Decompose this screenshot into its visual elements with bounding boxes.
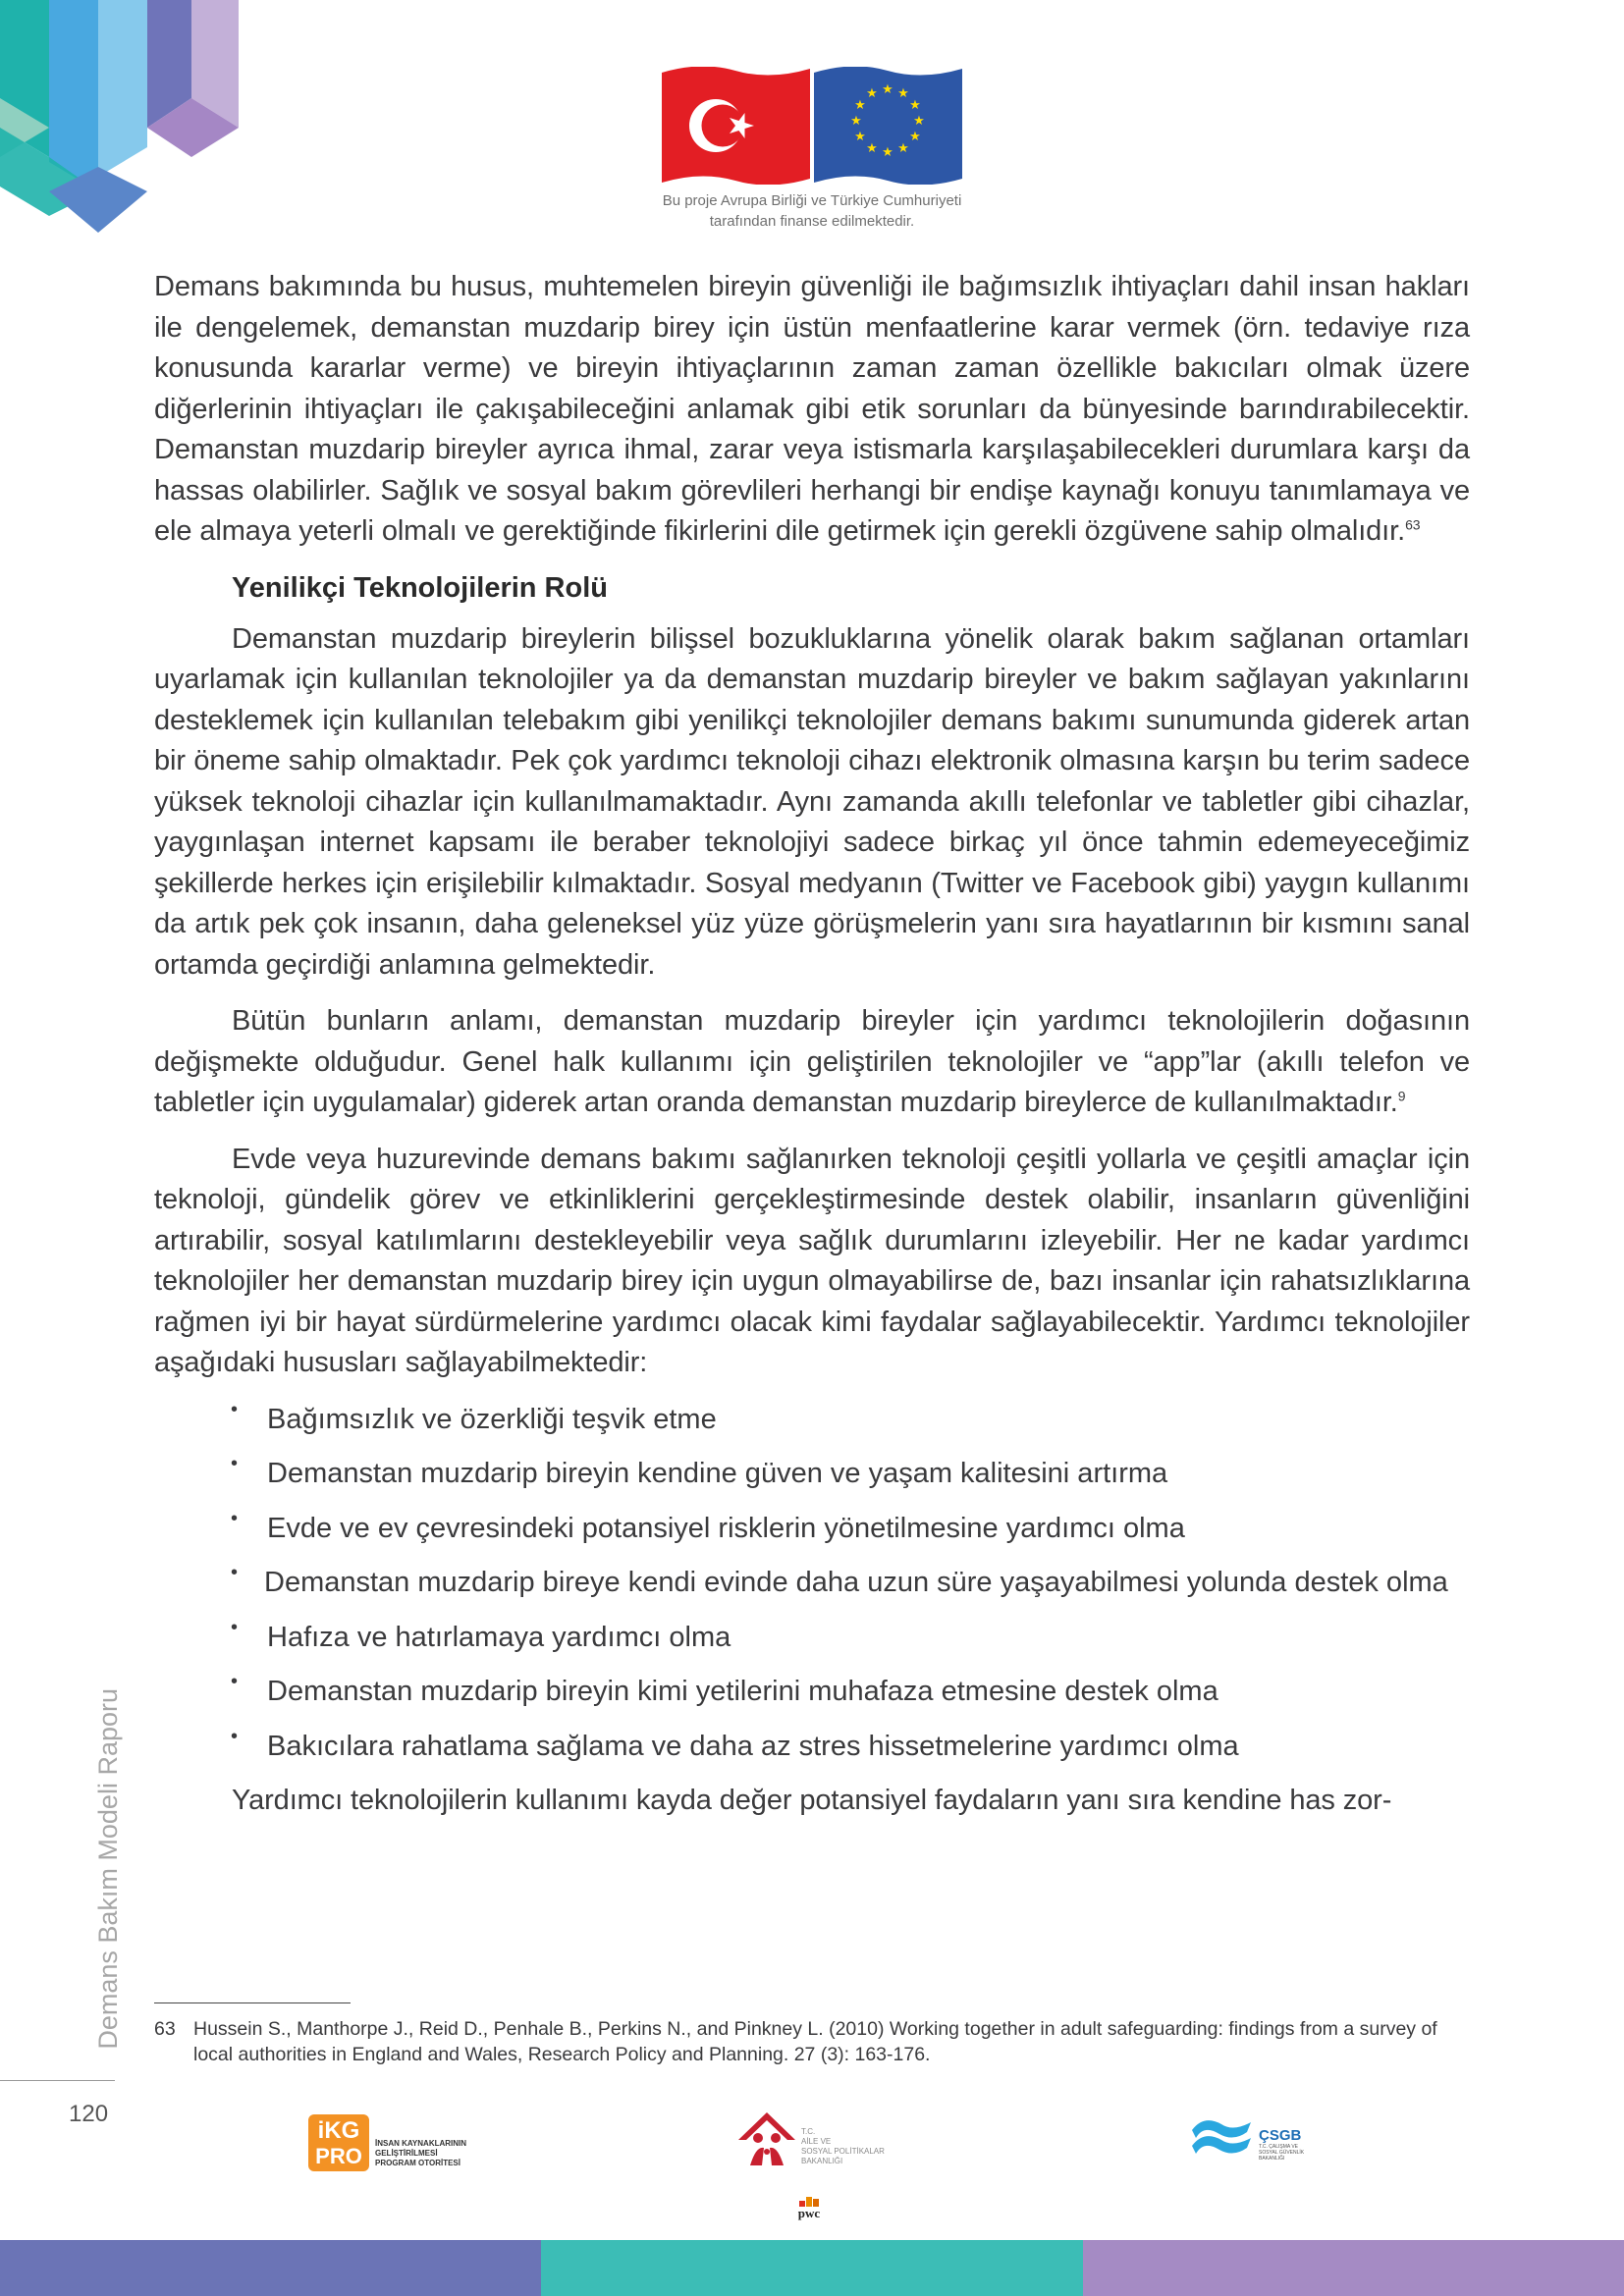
list-item-text: Bağımsızlık ve özerkliği teşvik etme (267, 1403, 717, 1435)
bullet-icon: • (231, 1453, 239, 1474)
section-heading: Yenilikçi Teknolojilerin Rolü (232, 571, 608, 604)
ikg-desc-line1: İNSAN KAYNAKLARININ (375, 2139, 467, 2148)
footer-bar-left (0, 2240, 541, 2296)
family-house-icon (736, 2110, 797, 2169)
aile-line3: BAKANLIĞI (801, 2157, 843, 2165)
paragraph-1 (154, 267, 1470, 553)
svg-text:★: ★ (909, 130, 921, 144)
list-item (154, 1563, 1470, 1604)
aile-bakanligi-text (801, 2127, 885, 2166)
bullet-icon: • (231, 1398, 239, 1420)
aile-line2: SOSYAL POLİTİKALAR (801, 2147, 885, 2156)
list-item-text: Evde ve ev çevresindeki potansiyel risklerin yönetilmesine yardımcı olma (267, 1512, 1185, 1544)
svg-text:★: ★ (897, 141, 909, 156)
main-content (154, 267, 1470, 1838)
footnote-ref-9[interactable]: 9 (1397, 1088, 1406, 1104)
page-number: 120 (69, 2101, 109, 2127)
footer-bar-middle (541, 2240, 1082, 2296)
list-item (154, 1509, 1470, 1550)
ikg-desc-line2: GELİŞTİRİLMESİ (375, 2149, 438, 2158)
paragraph-3-text: Bütün bunların anlamı, demanstan muzdarip bireyler için yardımcı teknolojilerin doğasının değişmekte olduğudur. Genel halk kullanımı için geliştirilen teknolojiler ve “app”lar (akıllı telefon ve tabletler için uygulamalar) giderek artan oranda demanstan muzdarip bireylerce de kullanılmaktadır. (154, 1005, 1470, 1118)
svg-text:★: ★ (913, 114, 925, 129)
footnote-number: 63 (154, 2018, 176, 2040)
paragraph-2: Demanstan muzdarip bireylerin bilişsel bozukluklarına yönelik olarak bakım sağlanan ortamları uyarlamak için kullanılan teknolojiler ya da demanstan muzdarip bireyler ve bakım sağlayan yakınlarını desteklemek için kullanılan telebakım gibi yenilikçi teknolojiler demans bakımı sunumunda giderek artan bir öneme sahip olmaktadır. Pek çok yardımcı teknoloji cihazı elektronik olmasına karşın bu terim sadece yüksek teknoloji cihazlar için kullanılmamaktadır. Aynı zamanda akıllı telefonlar ve tabletler gibi cihazlar, yaygınlaşan internet kapsamı ile beraber teknolojiyi sadece birkaç yıl önce tahmin edemeyeceğimiz şekillerde herkes için erişilebilir kılmaktadır. Sosyal medyanın (Twitter ve Facebook gibi) yaygın kullanımı da artık pek çok insanın, daha geleneksel yüz yüze görüşmelerin yanı sıra hayatlarının bir kısmını sanal ortamda geçirdiği anlamına gelmektedir. (154, 622, 1470, 981)
sidebar-divider (0, 2080, 115, 2081)
list-item (154, 1672, 1470, 1713)
bullet-icon: • (231, 1671, 239, 1692)
aile-line1: AİLE VE (801, 2137, 832, 2146)
footer-color-bar (0, 2240, 1624, 2296)
ikg-pro-logo (308, 2114, 466, 2171)
csgb-desc-line2: SOSYAL GÜVENLİK (1259, 2150, 1305, 2156)
report-title-vertical: Demans Bakım Modeli Raporu (93, 1688, 123, 2050)
csgb-text-block (1259, 2128, 1304, 2162)
footer-bar-right (1083, 2240, 1624, 2296)
csgb-wave-icon (1188, 2112, 1257, 2158)
funding-caption-line2: tarafından finanse edilmektedir. (709, 213, 915, 230)
footnote (154, 2016, 1470, 2067)
list-item-text: Hafıza ve hatırlamaya yardımcı olma (267, 1621, 731, 1653)
footnote-text: Hussein S., Manthorpe J., Reid D., Penhale B., Perkins N., and Pinkney L. (2010) Working together in adult safeguarding: findings from a survey of local authorities in England and Wales, Research Policy and Planning. 27 (3): 163-176. (193, 2018, 1437, 2065)
svg-text:★: ★ (897, 86, 909, 101)
bullet-icon: • (231, 1562, 239, 1583)
bullet-icon: • (231, 1507, 239, 1529)
ikg-desc-line3: PROGRAM OTORİTESİ (375, 2159, 460, 2167)
list-item-text: Demanstan muzdarip bireye kendi evinde daha uzun süre yaşayabilmesi yolunda destek olma (264, 1567, 1448, 1598)
aile-bakanligi-logo (736, 2110, 885, 2169)
list-item (154, 1618, 1470, 1659)
svg-text:★: ★ (854, 130, 866, 144)
list-item (154, 1400, 1470, 1441)
paragraph-3 (154, 1001, 1470, 1124)
ikg-text: iKG (317, 2117, 360, 2144)
funding-caption-line1: Bu proje Avrupa Birliği ve Türkiye Cumhuriyeti (662, 192, 962, 209)
paragraph-1-text: Demans bakımında bu husus, muhtemelen bireyin güvenliği ile bağımsızlık ihtiyaçları dahil insan hakları ile dengelemek, demanstan muzdarip birey için üstün menfaatlerine karar vermek (örn. tedaviye rıza konusunda kararlar verme) ve bireyin ihtiyaçlarının zaman zaman özellikle bakıcıları olmak üzere diğerlerinin ihtiyaçları ile çakışabileceğini anlamak gibi etik sorunları da bünyesinde barındırabilecektir. Demanstan muzdarip bireyler ayrıca ihmal, zarar veya istismarla karşılaşabilecekleri durumlara karşı da hassas olabilirler. Sağlık ve sosyal bakım görevlileri herhangi bir endişe kaynağı konuyu tanımlamaya ve ele almaya yeterli olmalı ve gerektiğinde fikirlerini dile getirmek için gerekli özgüvene sahip olmalıdır. (154, 271, 1470, 547)
svg-text:★: ★ (866, 86, 878, 101)
pro-text: PRO (315, 2144, 362, 2168)
aile-tc: T.C. (801, 2127, 816, 2136)
list-item-text: Demanstan muzdarip bireyin kimi yetilerini muhafaza etmesine destek olma (267, 1676, 1218, 1707)
flags (662, 67, 962, 185)
pwc-text: pwc (797, 2206, 821, 2220)
list-item (154, 1454, 1470, 1495)
svg-text:★: ★ (909, 98, 921, 113)
paragraph-5: Yardımcı teknolojilerin kullanımı kayda değer potansiyel faydaların yanı sıra kendine has zor- (232, 1785, 1392, 1816)
svg-text:★: ★ (882, 145, 893, 160)
ikg-pro-badge (308, 2114, 369, 2171)
ikg-pro-description (375, 2139, 466, 2168)
list-item-text: Demanstan muzdarip bireyin kendine güven ve yaşam kalitesini artırma (267, 1458, 1168, 1489)
csgb-text: ÇSGB (1259, 2127, 1302, 2144)
footnote-divider (154, 2002, 351, 2003)
bullet-icon: • (231, 1725, 239, 1747)
csgb-logo (1188, 2112, 1304, 2162)
svg-text:★: ★ (850, 114, 862, 129)
csgb-desc-line1: T.C. ÇALIŞMA VE (1259, 2144, 1299, 2150)
funding-caption (662, 190, 962, 232)
svg-text:★: ★ (854, 98, 866, 113)
bullet-list (154, 1400, 1470, 1768)
svg-text:★: ★ (882, 82, 893, 97)
footnote-ref-63[interactable]: 63 (1405, 516, 1421, 533)
svg-text:★: ★ (866, 141, 878, 156)
header (662, 67, 962, 232)
footer-logos (0, 2109, 1624, 2226)
csgb-desc-line3: BAKANLIĞI (1259, 2156, 1285, 2162)
corner-decoration (0, 0, 245, 236)
list-item (154, 1727, 1470, 1768)
list-item-text: Bakıcılara rahatlama sağlama ve daha az stres hissetmelerine yardımcı olma (267, 1730, 1239, 1762)
bullet-icon: • (231, 1616, 239, 1638)
paragraph-4: Evde veya huzurevinde demans bakımı sağlanırken teknoloji çeşitli yollarla ve çeşitli amaçlar için teknoloji, gündelik görev ve etkinliklerini gerçekleştirmesinde destek olabilir, insanların güvenliğini artırabilir, sosyal katılımlarını destekleyebilir veya sağlık durumlarını izleyebilir. Her ne kadar yardımcı teknolojiler her demanstan muzdarip birey için uygun olmayabilirse de, bazı insanlar için rahatsızlıklarına rağmen iyi bir hayat sürdürmelerine yardımcı olacak kimi faydalar sağlayabilecektir. Yardımcı teknolojiler aşağıdaki hususları sağlayabilmektedir: (154, 1143, 1470, 1378)
pwc-logo (791, 2195, 827, 2220)
eu-flag-icon (814, 67, 962, 185)
turkey-flag-icon (662, 67, 810, 185)
